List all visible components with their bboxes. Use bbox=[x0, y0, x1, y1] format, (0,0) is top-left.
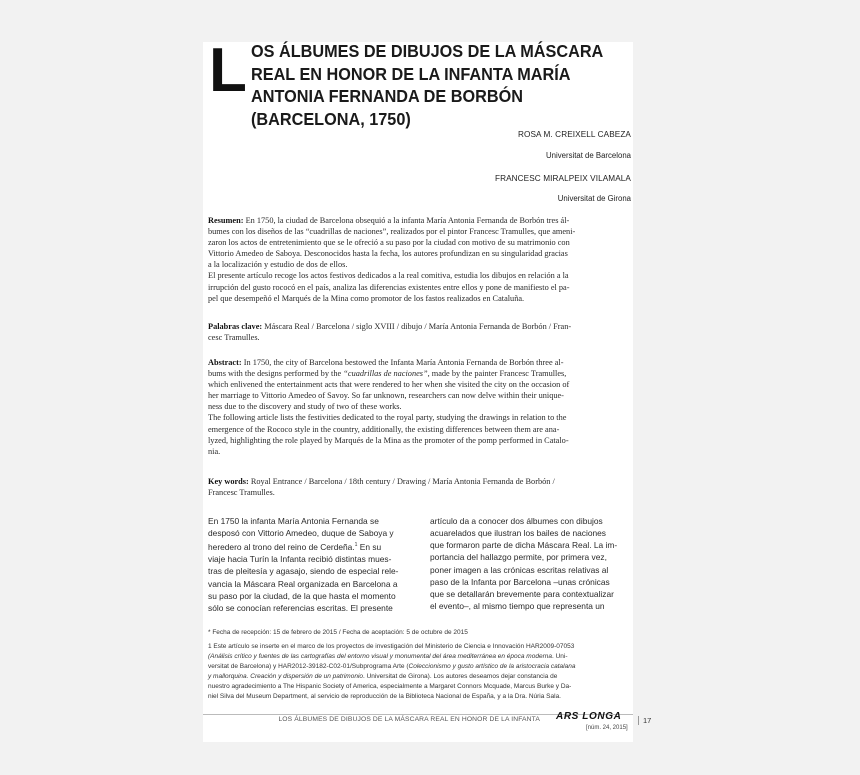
abstract-line: nia. bbox=[208, 446, 221, 456]
palabras-line: cesc Tramulles. bbox=[208, 333, 260, 343]
author-affiliation: Universitat de Girona bbox=[557, 194, 631, 203]
body-line: artículo da a conocer dos álbumes con dibujos bbox=[430, 516, 603, 526]
resumen-label: Resumen: bbox=[208, 216, 244, 225]
resumen-section bbox=[208, 215, 631, 304]
keywords-line: Francesc Tramulles. bbox=[208, 488, 275, 498]
author-affiliation: Universitat de Barcelona bbox=[546, 151, 631, 160]
body-line: vancia la Máscara Real organizada en Barcelona a bbox=[208, 578, 398, 589]
page-number: 17 bbox=[638, 716, 651, 725]
palabras-label: Palabras clave: bbox=[208, 322, 263, 331]
abstract-line: which enlivened the entertainment acts that were rendered to her when she visited the city on the occasion of bbox=[208, 380, 570, 390]
title-line: (BARCELONA, 1750) bbox=[251, 108, 411, 129]
abstract-section bbox=[208, 357, 631, 457]
body-line: paso de la Infanta por Barcelona –unas crónicas bbox=[430, 576, 610, 587]
abstract-line: bums with the designs performed by the “cuadrillas de naciones”, made by the painter Francesc Tramulles, bbox=[208, 369, 567, 379]
resumen-line: Vittorio Amedeo de Saboya. Desconocidos hasta la fecha, los autores profundizan en su singularidad gracias bbox=[208, 249, 568, 259]
resumen-line: bumes con los diseños de las “cuadrillas de naciones”, realizados por el pintor Francesc Tramulles, que ameni- bbox=[208, 227, 576, 237]
footnote-line: nuestro agradecimiento a The Hispanic Society of America, especialmente a Margaret Connors Mcquade, Marcus Burke y Da- bbox=[208, 683, 572, 691]
palabras-line: Palabras clave: Máscara Real / Barcelona / siglo XVIII / dibujo / María Antonia Fernanda de Borbón / Fran- bbox=[208, 322, 572, 331]
footnote-line: versitat de Barcelona) y HAR2012-39182-C02-01/Subprograma Arte (Coleccionismo y gusto artístico de la aristocracia catalana bbox=[208, 663, 576, 671]
resumen-line: Resumen: En 1750, la ciudad de Barcelona obsequió a la infanta María Antonia Fernanda de Borbón tres ál- bbox=[208, 216, 570, 225]
abstract-line: lyzed, highlighting the role played by Marqués de la Mina as the promoter of the pomp performed in Catalo- bbox=[208, 435, 569, 445]
keywords-label: Key words: bbox=[208, 477, 249, 486]
abstract-line: emergence of the Rococo style in the country, additionally, the existing differences between them are ana- bbox=[208, 424, 560, 434]
body-line: que formaron parte de dicha Máscara Real. La im- bbox=[430, 540, 618, 551]
body-line: acuarelados que ilustran los bailes de naciones bbox=[430, 528, 606, 539]
body-line: su paso por la ciudad, de la que hasta el momento bbox=[208, 590, 396, 601]
abstract-label: Abstract: bbox=[208, 358, 242, 367]
issue-number: [núm. 24, 2015] bbox=[586, 725, 628, 731]
body-line: En 1750 la infanta María Antonia Fernanda se bbox=[208, 516, 379, 526]
body-column-left bbox=[208, 515, 407, 614]
resumen-line: pel que desempeñó el Marqués de la Mina como promotor de los fastos realizados en Cataluña. bbox=[208, 293, 525, 303]
body-line: viaje hacia Turín la Infanta recibió distintas mues- bbox=[208, 554, 392, 565]
abstract-line: The following article lists the festivities dedicated to the royal party, studying the drawings in relation to the bbox=[208, 413, 567, 423]
title-line: OS ÁLBUMES DE DIBUJOS DE LA MÁSCARA bbox=[251, 41, 604, 61]
keywords-line: Key words: Royal Entrance / Barcelona / 18th century / Drawing / María Antonia Fernanda de Borbón / bbox=[208, 477, 555, 486]
title-line: REAL EN HONOR DE LA INFANTA MARÍA bbox=[251, 63, 571, 84]
body-line: sólo se conocían referencias escritas. El presente bbox=[208, 602, 393, 613]
footnote-line: y mallorquina. Creación y dispersión de un patrimonio. Universitat de Girona). Los autores deseamos dejar constancia de bbox=[208, 673, 558, 681]
body-column-right bbox=[430, 515, 629, 612]
footnote-line: 1 Este artículo se inserte en el marco de los proyectos de investigación del Ministerio de Ciencia e Innovación HAR2009-07053 bbox=[208, 643, 575, 650]
footnote-line: niel Silva del Museum Department, al servicio de reproducción de la Biblioteca Nacional de España, y a la Dra. Núria Sala. bbox=[208, 693, 561, 701]
footnote-1 bbox=[208, 642, 631, 703]
resumen-line: irrupción del gusto rococó en el país, analiza las diferencias existentes entre ellos y pone de manifiesto el pa- bbox=[208, 282, 570, 292]
journal-logo: ARS LONGA bbox=[556, 711, 622, 722]
author-name: ROSA M. CREIXELL CABEZA bbox=[517, 130, 631, 139]
resumen-line: zaron los actos de entretenimiento que se le ofreció a su paso por la ciudad con motivo de su matrimonio con bbox=[208, 238, 570, 248]
resumen-line: El presente artículo recoge los actos festivos dedicados a la real comitiva, estudia los dibujos en relación a la bbox=[208, 271, 569, 281]
body-line: el evento–, al mismo tiempo que representa un bbox=[430, 601, 605, 612]
body-line: tras de pleitesía y agasajo, siendo de especial rele- bbox=[208, 566, 399, 577]
keywords-section bbox=[208, 476, 631, 498]
article-title bbox=[251, 40, 608, 130]
resumen-line: a la localización y estudio de dos de ellos. bbox=[208, 260, 348, 270]
drop-cap: L bbox=[209, 36, 247, 105]
body-line: poner imagen a las crónicas escritas relativas al bbox=[430, 564, 609, 575]
author-name: FRANCESC MIRALPEIX VILAMALA bbox=[494, 174, 631, 183]
body-line: desposó con Vittorio Amedeo, duque de Saboya y bbox=[208, 528, 394, 539]
body-line: portancia del hallazgo permite, por primera vez, bbox=[430, 552, 607, 563]
running-title: LOS ÁLBUMES DE DIBUJOS DE LA MÁSCARA REAL EN HONOR DE LA INFANTA bbox=[278, 716, 540, 723]
palabras-clave-section bbox=[208, 321, 631, 343]
footnote-ref[interactable]: 1 bbox=[354, 542, 358, 549]
body-line: que se detallarán brevemente para contextualizar bbox=[430, 588, 614, 599]
body-line: heredero al trono del reino de Cerdeña.$^1$ En su bbox=[208, 542, 382, 553]
title-line: ANTONIA FERNANDA DE BORBÓN bbox=[251, 86, 523, 106]
abstract-line: ness due to the discovery and study of two of these works. bbox=[208, 402, 402, 412]
footnote-line: (Análisis crítico y fuentes de las cartografías del entorno visual y monumental del área mediterránea en época moderna. Uni- bbox=[208, 653, 568, 661]
abstract-line: her marriage to Vittorio Amedeo of Savoy. So far unknown, researchers can now delve within their unique- bbox=[208, 391, 564, 401]
footnote-star: * Fecha de recepción: 15 de febrero de 2015 / Fecha de aceptación: 5 de octubre de 2015 bbox=[208, 629, 468, 636]
abstract-line: Abstract: In 1750, the city of Barcelona bestowed the Infanta María Antonia Fernanda de Borbón three al- bbox=[208, 358, 564, 367]
